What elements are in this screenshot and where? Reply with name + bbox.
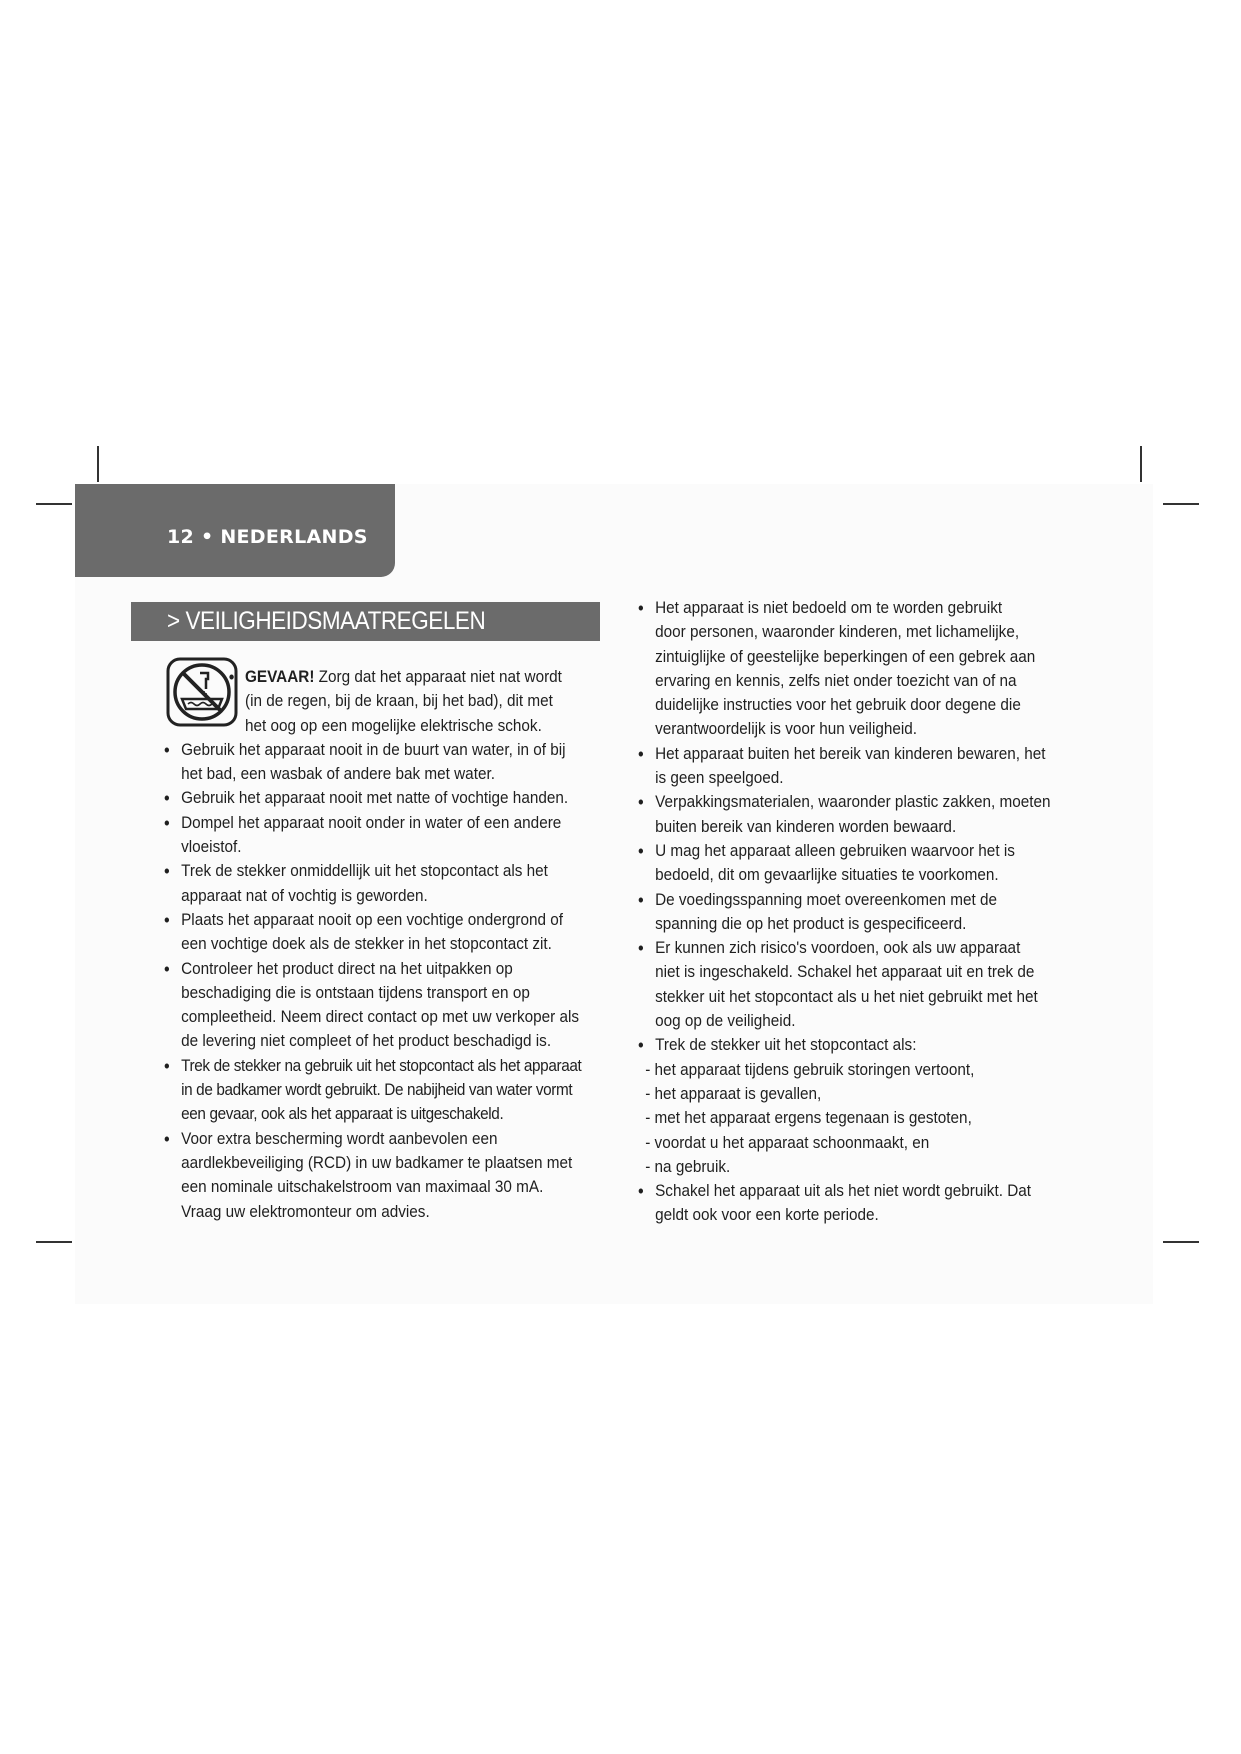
list-item-line: door personen, waaronder kinderen, met lichamelijke, — [655, 622, 1020, 642]
left-column — [164, 665, 614, 1224]
page-header-label: 12 • NEDERLANDS — [167, 526, 368, 548]
list-item — [164, 786, 631, 810]
list-item — [164, 859, 631, 908]
list-item-line: De voedingsspanning moet overeenkomen met de — [655, 889, 998, 909]
list-item — [638, 839, 1115, 888]
list-item-line: buiten bereik van kinderen worden bewaard. — [655, 816, 957, 836]
list-item-line: Verpakkingsmaterialen, waaronder plastic zakken, moeten — [655, 792, 1051, 812]
sub-list-item: - het apparaat is gevallen, — [645, 1083, 822, 1103]
list-item — [164, 811, 631, 860]
list-item-line: Controleer het product direct na het uitpakken op — [181, 958, 513, 978]
danger-text-line: Zorg dat het apparaat niet nat wordt — [314, 667, 562, 686]
danger-text-line: het oog op een mogelijke elektrische schok. — [245, 715, 542, 735]
list-item — [638, 742, 1115, 791]
list-item-line: Schakel het apparaat uit als het niet wordt gebruikt. Dat — [655, 1181, 1032, 1201]
list-item-line: een gevaar, ook als het apparaat is uitgeschakeld. — [181, 1104, 504, 1124]
list-item-line: Het apparaat is niet bedoeld om te worden gebruikt — [655, 598, 1003, 617]
list-item-line: beschadiging die is ontstaan tijdens transport en op — [181, 982, 530, 1002]
list-item-line: stekker uit het stopcontact als u het niet gebruikt met het — [655, 986, 1038, 1006]
list-item — [164, 738, 631, 787]
list-item — [638, 1179, 1115, 1228]
list-item-line: U mag het apparaat alleen gebruiken waarvoor het is — [655, 840, 1015, 860]
crop-mark-top-left-horizontal — [36, 503, 72, 505]
list-item-line: Trek de stekker uit het stopcontact als: — [655, 1035, 917, 1055]
list-item-line: Trek de stekker onmiddellijk uit het stopcontact als het — [181, 861, 548, 881]
list-item — [638, 790, 1115, 839]
list-item-line: Gebruik het apparaat nooit met natte of vochtige handen. — [181, 788, 569, 808]
list-item-line: Dompel het apparaat nooit onder in water of een andere — [181, 812, 562, 832]
list-item-line: spanning die op het product is gespecificeerd. — [655, 913, 967, 933]
list-item-line: Trek de stekker na gebruik uit het stopcontact als het apparaat — [181, 1055, 582, 1075]
section-title: > VEILIGHEIDSMAATREGELEN — [167, 607, 486, 635]
crop-mark-top-left-vertical — [97, 446, 99, 482]
list-item — [164, 1054, 631, 1127]
sub-list-item: - na gebruik. — [645, 1156, 731, 1176]
list-item — [638, 1033, 1115, 1057]
sub-list-item: - met het apparaat ergens tegenaan is gestoten, — [645, 1108, 972, 1128]
list-item-line: het bad, een wasbak of andere bak met water. — [181, 764, 495, 784]
right-column — [638, 596, 1098, 1228]
section-title-bar — [131, 602, 600, 641]
list-item-line: een nominale uitschakelstroom van maximaal 30 mA. — [181, 1177, 544, 1197]
list-item — [638, 936, 1115, 1033]
list-item — [638, 596, 1115, 742]
list-item — [164, 1127, 631, 1224]
list-item-line: apparaat nat of vochtig is geworden. — [181, 885, 428, 905]
list-item-line: in de badkamer wordt gebruikt. De nabijheid van water vormt — [181, 1080, 573, 1100]
list-item-line: Gebruik het apparaat nooit in de buurt van water, in of bij — [181, 739, 566, 759]
list-item-line: niet is ingeschakeld. Schakel het apparaat uit en trek de — [655, 962, 1035, 982]
list-item-line: oog op de veiligheid. — [655, 1011, 796, 1031]
crop-mark-top-right-vertical — [1140, 446, 1142, 482]
danger-warning-item — [164, 665, 695, 738]
list-item-line: geldt ook voor een korte periode. — [655, 1205, 879, 1225]
list-item-line: Plaats het apparaat nooit op een vochtige ondergrond of — [181, 909, 564, 929]
list-item-line: vloeistof. — [181, 837, 242, 857]
list-item-line: verantwoordelijk is voor hun veiligheid. — [655, 719, 918, 739]
list-item-line: Er kunnen zich risico's voordoen, ook als uw apparaat — [655, 938, 1021, 958]
crop-mark-bottom-left-horizontal — [36, 1241, 72, 1243]
list-item-line: ervaring en kennis, zelfs niet onder toezicht van of na — [655, 670, 1017, 690]
list-item-line: zintuiglijke of geestelijke beperkingen of een gebrek aan — [655, 646, 1036, 666]
list-item-line: aardlekbeveiliging (RCD) in uw badkamer te plaatsen met — [181, 1152, 573, 1172]
list-item — [638, 888, 1115, 937]
crop-mark-bottom-right-horizontal — [1163, 1241, 1199, 1243]
sub-list-item: - het apparaat tijdens gebruik storingen vertoont, — [645, 1059, 975, 1079]
page-header-tab — [75, 484, 395, 577]
list-item-line: compleetheid. Neem direct contact op met uw verkoper als — [181, 1007, 580, 1027]
list-item-line: is geen speelgoed. — [655, 768, 784, 788]
list-item-line: duidelijke instructies voor het gebruik door degene die — [655, 695, 1021, 715]
list-item-line: Voor extra bescherming wordt aanbevolen een — [181, 1128, 498, 1148]
list-item — [164, 908, 631, 957]
list-item-line: de levering niet compleet of het product beschadigd is. — [181, 1031, 552, 1051]
list-item-line: Het apparaat buiten het bereik van kinderen bewaren, het — [655, 743, 1046, 763]
danger-label: GEVAAR! — [245, 667, 315, 686]
sub-list-item: - voordat u het apparaat schoonmaakt, en — [645, 1132, 930, 1152]
danger-text-line: (in de regen, bij de kraan, bij het bad), dit met — [245, 691, 553, 711]
list-item-line: bedoeld, dit om gevaarlijke situaties te voorkomen. — [655, 865, 999, 885]
list-item-line: Vraag uw elektromonteur om advies. — [181, 1201, 430, 1221]
crop-mark-top-right-horizontal — [1163, 503, 1199, 505]
list-item — [164, 957, 631, 1054]
list-item-line: een vochtige doek als de stekker in het stopcontact zit. — [181, 934, 552, 954]
